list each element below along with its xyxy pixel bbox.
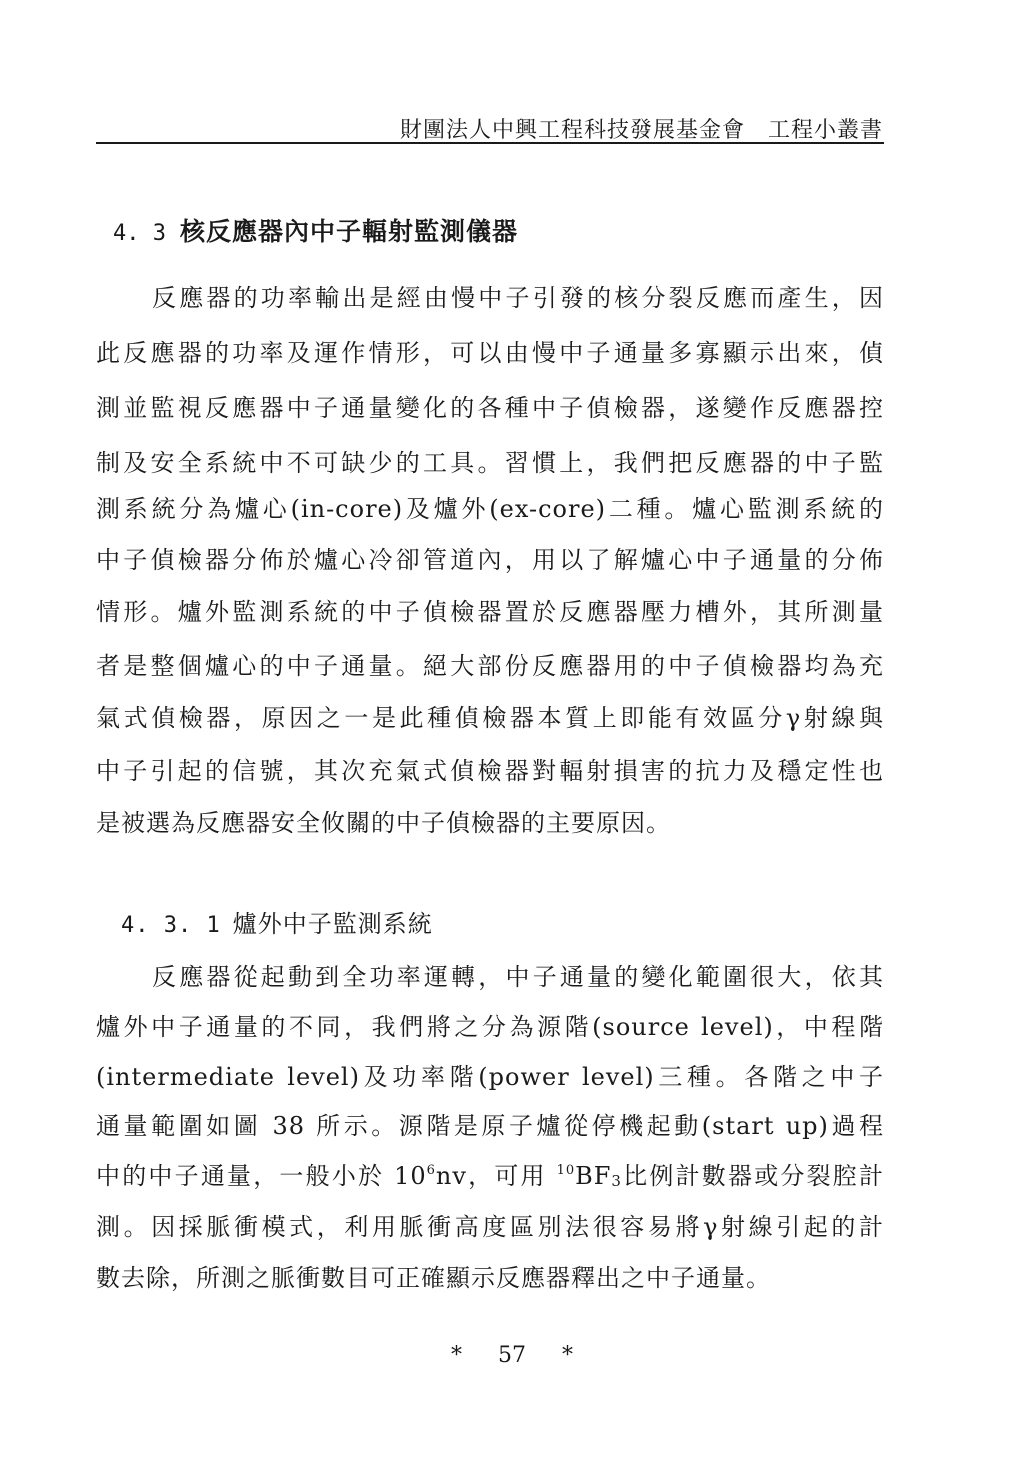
paragraph-line: 測並監視反應器中子通量變化的各種中子偵檢器，遂變作反應器控 <box>96 394 884 422</box>
section-title: 核反應器內中子輻射監測儀器 <box>179 217 518 246</box>
page-number: 57 <box>498 1343 526 1368</box>
text-run: nv，可用 <box>435 1162 557 1190</box>
text-run: 中的中子通量，一般小於 10 <box>96 1162 427 1190</box>
footer-star-right: * <box>562 1343 573 1368</box>
paragraph-line: 反應器的功率輸出是經由慢中子引發的核分裂反應而產生，因 <box>152 284 884 312</box>
paragraph-line: 制及安全系統中不可缺少的工具。習慣上，我們把反應器的中子監 <box>96 449 884 477</box>
paragraph-line: 通量範圍如圖 38 所示。源階是原子爐從停機起動(start up)過程 <box>96 1112 884 1140</box>
paragraph-line: 是被選為反應器安全攸關的中子偵檢器的主要原因。 <box>96 809 671 837</box>
paragraph-line: 中子偵檢器分佈於爐心冷卻管道內，用以了解爐心中子通量的分佈 <box>96 546 884 574</box>
paragraph-line: 爐外中子通量的不同，我們將之分為源階(source level)，中程階 <box>96 1013 884 1041</box>
paragraph-line: (intermediate level)及功率階(power level)三種。各階之中子 <box>96 1063 884 1091</box>
text-run: 比例計數器或分裂腔計 <box>621 1162 885 1190</box>
paragraph-line: 氣式偵檢器，原因之一是此種偵檢器本質上即能有效區分γ射線與 <box>96 704 884 732</box>
subsection-title: 爐外中子監測系統 <box>232 910 433 938</box>
paragraph-line: 數去除，所測之脈衝數目可正確顯示反應器釋出之中子通量。 <box>96 1264 771 1292</box>
paragraph-line: 測系統分為爐心(in-core)及爐外(ex-core)二種。爐心監測系統的 <box>96 495 884 523</box>
superscript-exponent: 6 <box>426 1163 436 1178</box>
subsection-heading <box>121 904 433 939</box>
superscript-isotope: 10 <box>556 1163 576 1178</box>
text-run: BF <box>575 1162 612 1190</box>
paragraph-line: 此反應器的功率及運作情形，可以由慢中子通量多寡顯示出來，偵 <box>96 339 884 367</box>
subsection-number: 4. 3. 1 <box>121 913 221 938</box>
paragraph-line: 反應器從起動到全功率運轉，中子通量的變化範圍很大，依其 <box>152 963 884 991</box>
paragraph-line: 測。因採脈衝模式，利用脈衝高度區別法很容易將γ射線引起的計 <box>96 1213 884 1241</box>
paragraph-line: 情形。爐外監測系統的中子偵檢器置於反應器壓力槽外，其所測量 <box>96 598 884 626</box>
paragraph-line-with-superscripts <box>96 1161 884 1191</box>
section-heading <box>113 212 518 248</box>
page-footer <box>0 1343 1024 1368</box>
header-text: 財團法人中興工程科技發展基金會 工程小叢書 <box>399 118 883 143</box>
paragraph-line: 者是整個爐心的中子通量。絕大部份反應器用的中子偵檢器均為充 <box>96 652 884 680</box>
subscript: 3 <box>611 1172 622 1190</box>
paragraph-line: 中子引起的信號，其次充氣式偵檢器對輻射損害的抗力及穩定性也 <box>96 757 884 785</box>
footer-star-left: * <box>451 1343 462 1368</box>
section-number: 4. 3 <box>113 221 166 246</box>
header-divider <box>96 142 884 144</box>
